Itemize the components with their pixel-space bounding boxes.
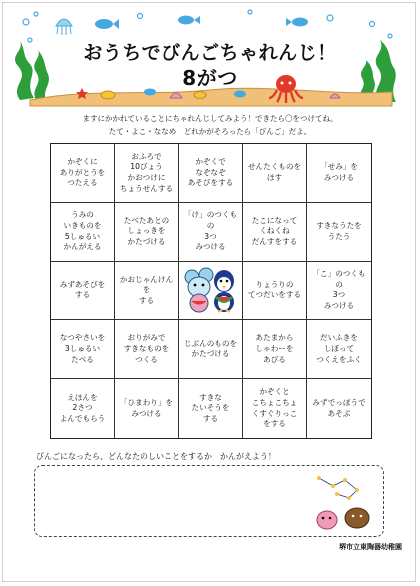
bingo-cell[interactable]: 「こ」のつくもの 3つ みつける (307, 262, 371, 321)
bingo-grid (50, 143, 372, 439)
bingo-cell[interactable]: あたまから しゃわーを あびる (243, 320, 307, 379)
jellyfish-icon (56, 19, 72, 35)
bingo-cell[interactable]: かおじゃんけんを する (115, 262, 179, 321)
bingo-cell[interactable]: かぞくと こちょこちょ くすぐりっこ をする (243, 379, 307, 438)
bingo-cell[interactable]: たべたあとの しょっきを かたづける (115, 203, 179, 262)
bingo-cell[interactable]: すきなうたを うたう (307, 203, 371, 262)
bingo-cell[interactable]: じぶんのものを かたづける (179, 320, 243, 379)
bingo-cell[interactable]: みずあそびを する (51, 262, 115, 321)
bingo-cell[interactable]: たこになって くねくね だんすをする (243, 203, 307, 262)
bingo-cell[interactable]: うみの いきものを 5しゅるい かんがえる (51, 203, 115, 262)
page-title: おうちでびんごちゃれんじ！ (83, 42, 337, 64)
school-name: 堺市立東陶器幼稚園 (339, 543, 402, 551)
bingo-cell[interactable]: かぞくで なぞなぞ あそびをする (179, 144, 243, 203)
answer-box[interactable] (34, 465, 384, 537)
bingo-cell[interactable]: りょうりの てつだいをする (243, 262, 307, 321)
mascot-illustration-icon (182, 267, 240, 313)
bingo-cell[interactable]: すきな たいそうを する (179, 379, 243, 438)
reflection-prompt: びんごになったら、どんなたのしいことをするか かんがえよう！ (36, 452, 276, 461)
instruction-line-1: ますにかかれていることにちゃれんじしてみよう！できたら〇をつけてね。 (82, 114, 338, 123)
bingo-cell[interactable]: だいふきを しぼって つくえをふく (307, 320, 371, 379)
instruction-line-2: たて・よこ・ななめ どれかがそろったら「びんご」だよ。 (108, 127, 312, 136)
month-title: 8がつ (182, 66, 238, 90)
bingo-cell[interactable]: みずでっぽうで あそぶ (312, 397, 366, 418)
bingo-cell[interactable]: 「け」のつくもの 3つ みつける (179, 203, 243, 262)
fish-icon (95, 16, 308, 30)
bingo-cell[interactable]: かぞくに ありがとうを つたえる (51, 144, 115, 203)
bingo-cell[interactable]: おりがみで すきなものを つくる (115, 320, 179, 379)
bingo-cell[interactable]: 「ひまわり」を みつける (115, 379, 179, 438)
bingo-cell[interactable]: せんたくものを ほす (243, 144, 307, 203)
bingo-cell[interactable]: えほんを 2さつ よんでもらう (51, 379, 115, 438)
bingo-cell[interactable]: おふろで 10びょう かおつけに ちょうせんする (115, 144, 179, 203)
bingo-free-cell (179, 262, 243, 321)
stars-and-animals-icon (299, 472, 377, 532)
bingo-cell[interactable]: 「せみ」を みつける (307, 144, 371, 203)
bingo-cell[interactable]: なつやさいを 3しゅるい たべる (51, 320, 115, 379)
